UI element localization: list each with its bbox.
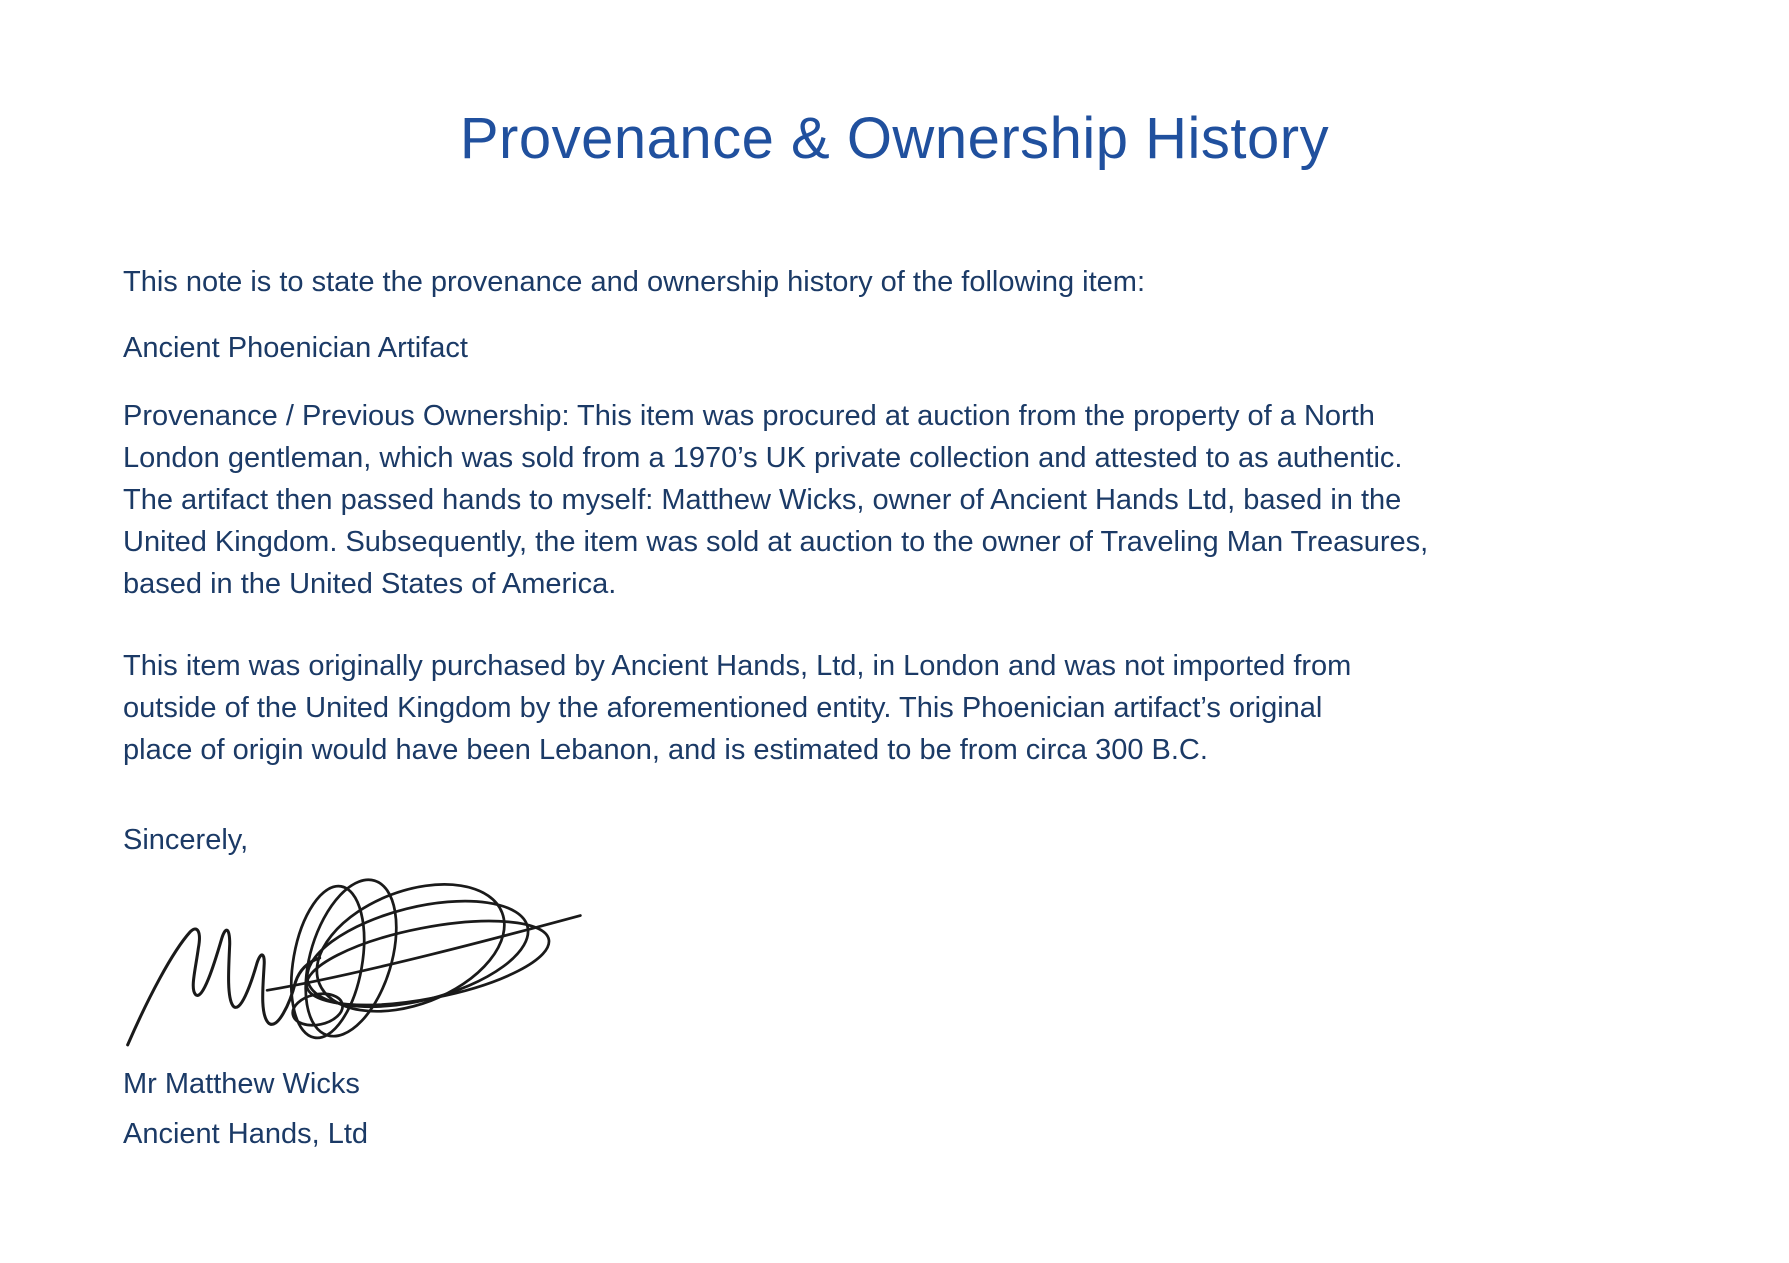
closing-salutation: Sincerely, bbox=[123, 823, 249, 856]
page-title: Provenance & Ownership History bbox=[459, 106, 1330, 171]
import-line: outside of the United Kingdom by the aforementioned entity. This Phoenician artifact’s original bbox=[123, 691, 1323, 724]
provenance-paragraph bbox=[123, 395, 1643, 605]
signatory-name: Mr Matthew Wicks bbox=[123, 1067, 360, 1100]
signatory-company: Ancient Hands, Ltd bbox=[123, 1117, 369, 1150]
import-paragraph bbox=[123, 645, 1643, 771]
document-body bbox=[123, 261, 1643, 1155]
signature-scribble bbox=[117, 865, 587, 1057]
import-line: This item was originally purchased by Ancient Hands, Ltd, in London and was not imported from bbox=[123, 649, 1352, 682]
signature-image bbox=[117, 865, 587, 1057]
import-line: place of origin would have been Lebanon, and is estimated to be from circa 300 B.C. bbox=[123, 733, 1208, 766]
intro-statement: This note is to state the provenance and ownership history of the following item: bbox=[123, 265, 1146, 298]
provenance-line: London gentleman, which was sold from a 1970’s UK private collection and attested to as authentic. bbox=[123, 441, 1403, 474]
provenance-line: Provenance / Previous Ownership: This item was procured at auction from the property of a North bbox=[123, 399, 1375, 432]
item-name: Ancient Phoenician Artifact bbox=[123, 331, 468, 364]
provenance-line: United Kingdom. Subsequently, the item was sold at auction to the owner of Traveling Man Treasures, bbox=[123, 525, 1429, 558]
provenance-line: based in the United States of America. bbox=[123, 567, 617, 600]
provenance-line: The artifact then passed hands to myself: Matthew Wicks, owner of Ancient Hands Ltd, based in the bbox=[123, 483, 1402, 516]
